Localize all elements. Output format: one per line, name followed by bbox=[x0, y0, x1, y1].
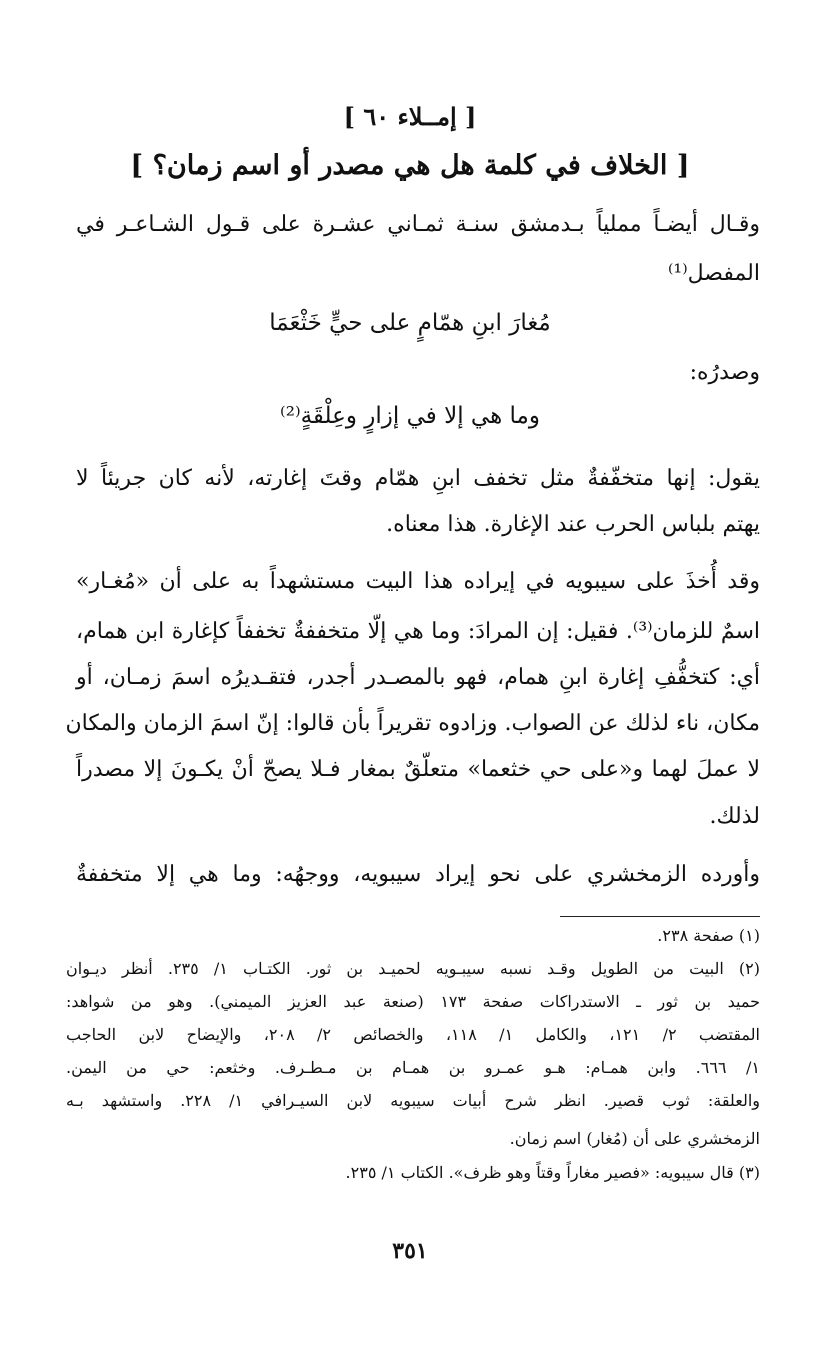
intro-line-1: وقـال أيضـاً مملياً بـدمشق سنـة ثمـاني عشـرة على قـول الشـاعـر في bbox=[76, 212, 760, 237]
dictation-number-heading: [ إمــلاء ٦٠ ] bbox=[343, 102, 477, 131]
paragraph-2-line-3: أي: كتخفُّفِ إغارة ابنِ همام، فهو بالمصـدر أجدر، فتقـديرُه اسمَ زمـان، أو bbox=[76, 665, 760, 690]
footnote-2-line-4: ١/ ٦٦٦. وابن همـام: هـو عمـرو بن همـام بن مـطـرف. وخثعم: حي من اليمن. bbox=[66, 1058, 761, 1077]
paragraph-2-line-5: لا عملَ لهما و«على حي خثعما» متعلّقٌ بمغار فـلا يصحّ أنْ يكـونَ إلا مصدراً bbox=[76, 757, 760, 782]
paragraph-1-line-2: يهتم بلباس الحرب عند الإغارة. هذا معناه. bbox=[386, 512, 760, 537]
section-title: [ الخلاف في كلمة هل هي مصدر أو اسم زمان؟ ] bbox=[130, 150, 690, 181]
verse-line-1: مُغارَ ابنِ همّامٍ على حيٍّ خَثْعَمَا bbox=[269, 310, 551, 336]
footnote-1: (١) صفحة ٢٣٨. bbox=[657, 926, 760, 945]
paragraph-2-line-2: اسمٌ للزمان⁽³⁾. فقيل: إن المرادَ: وما هي إلّا متخففةٌ تخففاً كإغارة ابن همام، bbox=[76, 619, 761, 644]
paragraph-3-line-1: وأورده الزمخشري على نحو إيراد سيبويه، ووجهُه: وما هي إلا متخففةٌ bbox=[76, 862, 760, 887]
footnote-2-line-3: المقتضب ٢/ ١٢١، والكامل ١/ ١١٨، والخصائص ٢/ ٢٠٨، والإيضاح لابن الحاجب bbox=[66, 1025, 760, 1044]
footnote-2-line-6: الزمخشري على أن (مُغار) اسم زمان. bbox=[509, 1129, 760, 1148]
paragraph-1-line-1: يقول: إنها متخفّفةٌ مثل تخفف ابنِ همّام وقتَ إغارته، لأنه كان جريئاً لا bbox=[76, 466, 760, 491]
intro-line-2: المفصل⁽¹⁾ bbox=[667, 261, 760, 286]
verse-line-2: وما هي إلا في إزارٍ وعِلْقَةٍ⁽²⁾ bbox=[280, 403, 540, 429]
sadr-label: وصدرُه: bbox=[689, 360, 760, 385]
paragraph-2-line-1: وقد أُخذَ على سيبويه في إيراده هذا البيت مستشهداً به على أن «مُغـار» bbox=[76, 569, 760, 594]
footnote-2-line-2: حميد بن ثور ـ الاستدراكات صفحة ١٧٣ (صنعة عبد العزيز الميمني). وهو من شواهد: bbox=[66, 992, 760, 1011]
paragraph-2-line-4: مكان، ناء لذلك عن الصواب. وزادوه تقريراً بأن قالوا: إنّ اسمَ الزمان والمكان bbox=[65, 711, 760, 736]
paragraph-2-line-6: لذلك. bbox=[709, 804, 760, 829]
footnote-2-line-5: والعلقة: ثوب قصير. انظر شرح أبيات سيبويه لابن السيـرافي ١/ ٢٢٨. واستشهد بـه bbox=[66, 1091, 760, 1110]
footnote-2-line-1: (٢) البيت من الطويل وقـد نسبه سيبـويه لحميـد بن ثور. الكتـاب ١/ ٢٣٥. أنظر ديـوان bbox=[66, 959, 760, 978]
footnote-divider bbox=[560, 916, 760, 917]
page-number: ٣٥١ bbox=[392, 1238, 428, 1264]
footnote-3: (٣) قال سيبويه: «فصير مغاراً وقتاً وهو ظرف». الكتاب ١/ ٢٣٥. bbox=[345, 1163, 760, 1182]
